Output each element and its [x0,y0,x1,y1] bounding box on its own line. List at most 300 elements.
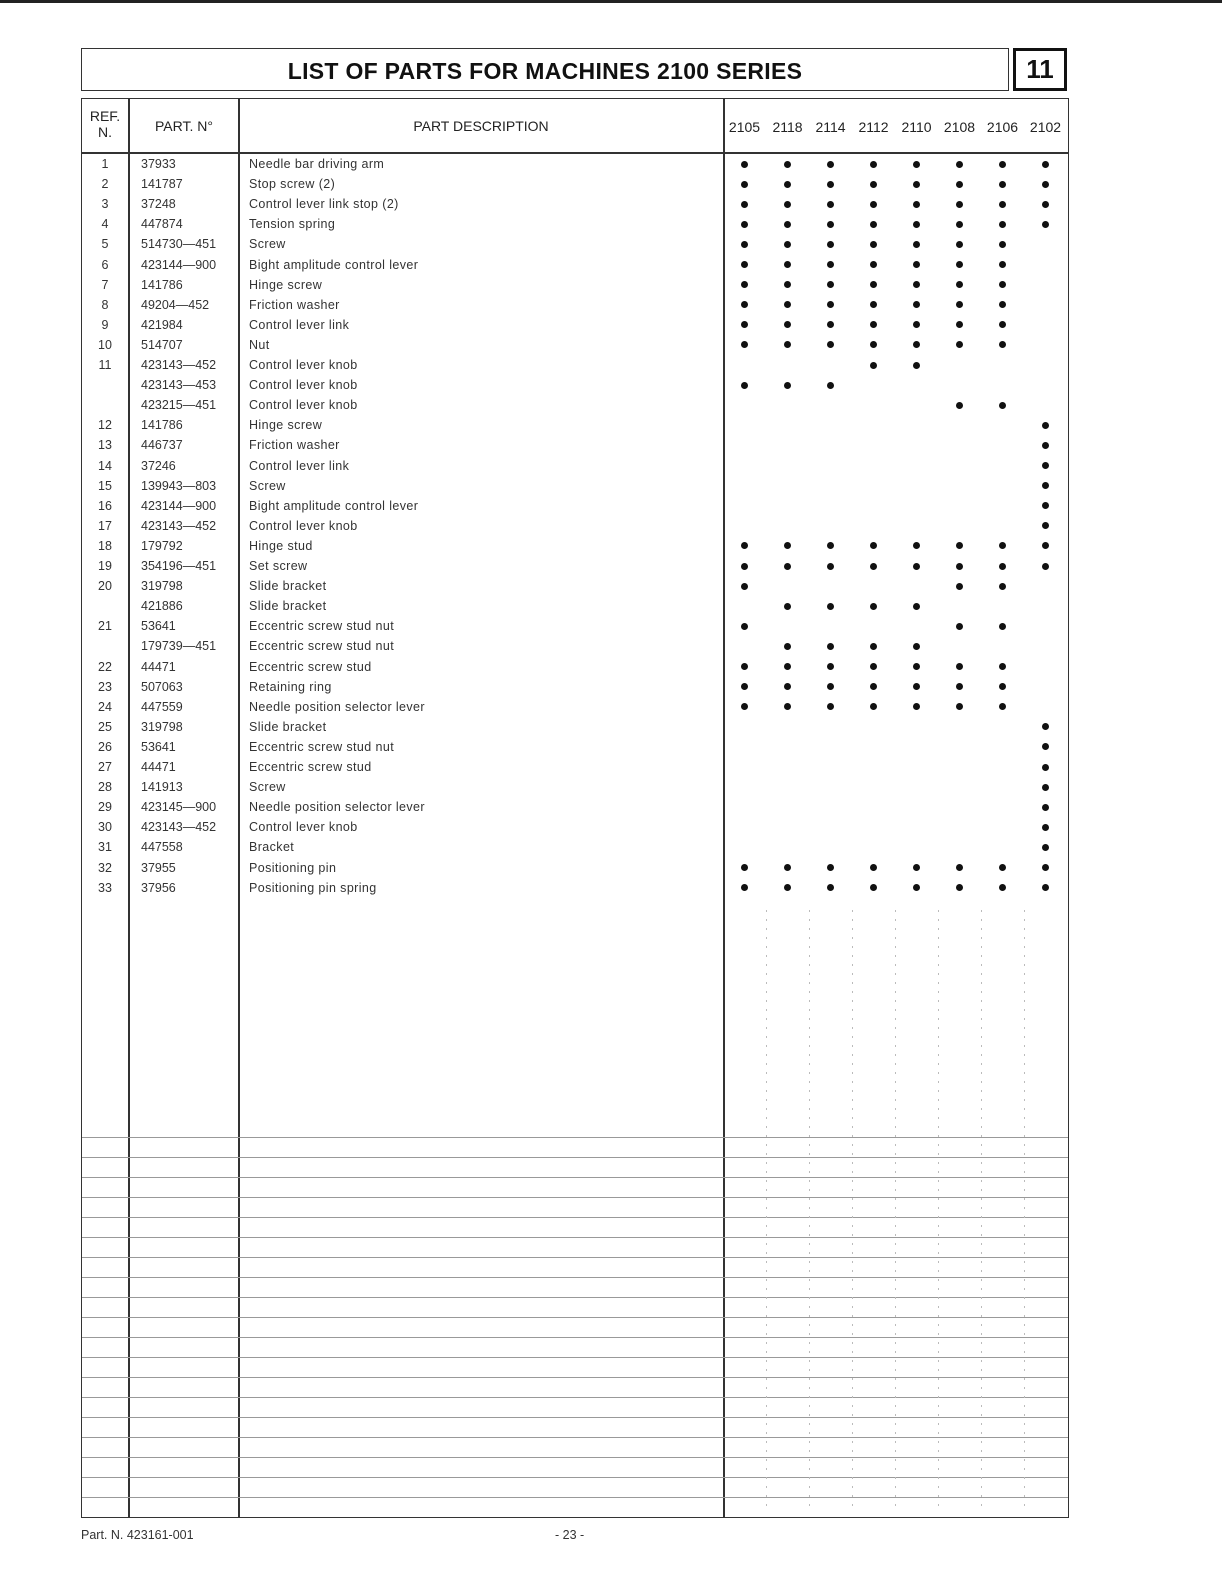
part-description: Tension spring [249,217,336,232]
part-description: Friction washer [249,297,340,312]
applicability-dot [956,281,963,288]
part-number: 514730—451 [141,237,217,252]
ref-number: 28 [98,780,112,795]
part-description: Control lever link [249,317,350,332]
part-description: Screw [249,780,286,795]
col-header-model-2102: 2102 [1029,119,1062,135]
applicability-dot [999,221,1006,228]
part-number: 447874 [141,217,183,232]
applicability-dot [741,181,748,188]
blank-row-rule [82,1137,1068,1138]
part-description: Slide bracket [249,719,327,734]
applicability-dot [741,161,748,168]
part-description: Screw [249,237,286,252]
applicability-dot [956,221,963,228]
part-description: Control lever knob [249,358,358,372]
part-description: Nut [249,337,270,352]
ref-number: 7 [101,277,109,292]
applicability-dot [999,583,1006,590]
part-number: 141786 [141,418,183,433]
part-description: Control lever knob [249,518,358,533]
ref-number: 16 [98,498,112,513]
applicability-dot [1042,563,1049,570]
applicability-dot [913,161,920,168]
applicability-dot [1042,804,1049,811]
part-number: 37248 [141,197,176,212]
applicability-dot [870,643,877,650]
applicability-dot [827,542,834,549]
blank-row-rule [82,1257,1068,1258]
col-header-model-2112: 2112 [858,119,889,135]
title-box [81,48,1009,91]
applicability-dot [870,683,877,690]
applicability-dot [741,261,748,268]
ref-number: 3 [101,197,109,212]
applicability-dot [1042,462,1049,469]
applicability-dot [999,341,1006,348]
ref-number: 19 [98,559,112,573]
applicability-dot [870,221,877,228]
ref-number: 31 [98,840,112,855]
blank-row-rule [82,1437,1068,1438]
applicability-dot [999,201,1006,208]
part-number: 423143—452 [141,518,217,533]
applicability-dot [741,663,748,670]
blank-row-rule [82,1477,1068,1478]
applicability-dot [956,301,963,308]
applicability-dot [784,261,791,268]
part-description: Stop screw (2) [249,177,336,192]
applicability-dot [999,402,1006,409]
blank-row-rule [82,1157,1068,1158]
applicability-dot [1042,824,1049,831]
applicability-dot [956,181,963,188]
applicability-dot [956,884,963,891]
applicability-dot [784,603,791,610]
applicability-dot [1042,181,1049,188]
applicability-dot [1042,221,1049,228]
ref-number: 2 [101,177,109,192]
applicability-dot [956,623,963,630]
applicability-dot [1042,482,1049,489]
applicability-dot [956,703,963,710]
ref-number: 9 [101,317,109,332]
applicability-dot [827,301,834,308]
ref-number [81,395,129,415]
applicability-dot [999,261,1006,268]
applicability-dot [827,261,834,268]
applicability-dot [741,321,748,328]
applicability-dot [1042,784,1049,791]
footer-page: - 23 - [555,1528,585,1542]
applicability-dot [870,563,877,570]
part-description: Hinge stud [249,538,313,553]
part-description: Screw [249,478,286,493]
part-description: Eccentric screw stud nut [249,619,395,634]
applicability-dot [999,703,1006,710]
part-number: 37956 [141,880,176,895]
applicability-dot [956,241,963,248]
part-number: 179739—451 [141,639,217,654]
applicability-dot [827,201,834,208]
applicability-dot [870,864,877,871]
applicability-dot [870,663,877,670]
blank-row-rule [82,1357,1068,1358]
part-description: Hinge screw [249,277,323,292]
applicability-dot [741,301,748,308]
applicability-dot [784,864,791,871]
applicability-dot [913,181,920,188]
part-description: Positioning pin spring [249,880,377,895]
part-number: 37246 [141,458,176,473]
ref-number: 21 [98,619,112,634]
applicability-dot [870,301,877,308]
ref-number: 20 [98,579,112,594]
applicability-dot [956,663,963,670]
part-number: 141787 [141,177,183,192]
blank-row-rule [82,1337,1068,1338]
applicability-dot [913,201,920,208]
part-description: Needle position selector lever [249,800,425,815]
blank-row-rule [82,1197,1068,1198]
applicability-dot [870,362,877,369]
part-number: 53641 [141,619,176,634]
blank-row-rule [82,1237,1068,1238]
part-number: 421984 [141,317,183,332]
applicability-dot [913,603,920,610]
applicability-dot [1042,201,1049,208]
part-number: 141786 [141,277,183,292]
part-number: 319798 [141,719,183,734]
applicability-dot [1042,542,1049,549]
applicability-dot [741,884,748,891]
part-description: Needle bar driving arm [249,157,385,171]
part-description: Retaining ring [249,679,332,694]
part-description: Hinge screw [249,418,323,433]
applicability-dot [741,221,748,228]
blank-row-rule [82,1497,1068,1498]
footer-part-number: Part. N. 423161-001 [81,1528,194,1542]
col-header-model-2110: 2110 [901,119,932,135]
ref-number [81,636,129,656]
applicability-dot [913,563,920,570]
applicability-dot [1042,442,1049,449]
applicability-dot [913,683,920,690]
col-header-model-2114: 2114 [815,119,846,135]
part-number: 447559 [141,699,183,714]
ref-number [81,596,129,616]
applicability-dot [999,281,1006,288]
applicability-dot [913,281,920,288]
applicability-dot [999,683,1006,690]
applicability-dot [827,382,834,389]
applicability-dot [999,321,1006,328]
part-description: Eccentric screw stud nut [249,739,395,754]
applicability-dot [827,683,834,690]
column-guide [809,910,810,1510]
applicability-dot [870,703,877,710]
part-number: 37955 [141,860,176,875]
ref-number: 11 [98,358,112,372]
applicability-dot [827,884,834,891]
part-number: 53641 [141,739,176,754]
applicability-dot [956,563,963,570]
applicability-dot [999,161,1006,168]
applicability-dot [870,542,877,549]
applicability-dot [999,864,1006,871]
part-number: 423143—453 [141,378,217,393]
applicability-dot [1042,522,1049,529]
part-description: Control lever knob [249,378,358,393]
col-header-description: PART DESCRIPTION [413,118,549,134]
applicability-dot [913,542,920,549]
part-number: 49204—452 [141,297,210,312]
applicability-dot [784,563,791,570]
ref-number: 24 [98,699,112,714]
ref-number: 12 [98,418,112,433]
ref-number: 10 [98,337,112,352]
applicability-dot [956,321,963,328]
part-number: 141913 [141,780,183,795]
applicability-dot [741,623,748,630]
part-description: Eccentric screw stud [249,659,372,674]
col-divider-desc [723,98,725,1518]
applicability-dot [784,683,791,690]
part-number: 447558 [141,840,183,855]
blank-row-rule [82,1277,1068,1278]
col-header-model-2118: 2118 [772,119,803,135]
part-number: 319798 [141,579,183,594]
blank-row-rule [82,1217,1068,1218]
column-guide [938,910,939,1510]
part-number: 179792 [141,538,183,553]
applicability-dot [741,583,748,590]
applicability-dot [1042,723,1049,730]
part-number: 44471 [141,760,176,774]
ref-number: 15 [98,478,112,493]
applicability-dot [784,221,791,228]
ref-number: 8 [101,297,109,312]
ref-number: 29 [98,800,112,815]
blank-row-rule [82,1457,1068,1458]
applicability-dot [784,281,791,288]
applicability-dot [913,643,920,650]
applicability-dot [784,161,791,168]
ref-number: 32 [98,860,112,875]
ref-number: 5 [101,237,109,252]
applicability-dot [913,301,920,308]
part-number: 507063 [141,679,183,694]
applicability-dot [913,703,920,710]
applicability-dot [827,703,834,710]
applicability-dot [913,261,920,268]
page-title: LIST OF PARTS FOR MACHINES 2100 SERIES [287,58,803,84]
applicability-dot [999,623,1006,630]
applicability-dot [913,864,920,871]
col-header-model-2106: 2106 [986,119,1019,135]
applicability-dot [999,181,1006,188]
applicability-dot [1042,743,1049,750]
ref-number: 30 [98,820,112,835]
part-number: 423143—452 [141,820,217,835]
blank-row-rule [82,1317,1068,1318]
applicability-dot [827,341,834,348]
applicability-dot [1042,502,1049,509]
part-number: 423144—900 [141,498,217,513]
applicability-dot [956,341,963,348]
ref-number: 22 [98,659,112,674]
ref-number: 13 [98,438,112,453]
part-description: Control lever link stop (2) [249,197,399,212]
applicability-dot [870,341,877,348]
applicability-dot [870,603,877,610]
applicability-dot [827,321,834,328]
part-description: Bracket [249,840,295,855]
applicability-dot [827,161,834,168]
part-description: Set screw [249,559,308,573]
applicability-dot [870,261,877,268]
applicability-dot [827,281,834,288]
ref-number: 1 [101,157,109,171]
applicability-dot [827,603,834,610]
applicability-dot [1042,844,1049,851]
applicability-dot [870,321,877,328]
top-rule [0,0,1222,3]
column-guide [766,910,767,1510]
applicability-dot [784,201,791,208]
header-rule [81,152,1069,154]
applicability-dot [784,884,791,891]
applicability-dot [913,663,920,670]
part-description: Bight amplitude control lever [249,498,419,513]
applicability-dot [956,583,963,590]
applicability-dot [999,563,1006,570]
col-divider-part [238,98,240,1518]
ref-number: 27 [98,760,112,774]
part-number: 37933 [141,157,176,171]
part-number: 354196—451 [141,559,217,573]
part-number: 423145—900 [141,800,217,815]
applicability-dot [956,542,963,549]
ref-number: 23 [98,679,112,694]
part-description: Bight amplitude control lever [249,257,419,272]
applicability-dot [741,563,748,570]
applicability-dot [741,542,748,549]
part-number: 423143—452 [141,358,217,372]
applicability-dot [913,221,920,228]
column-guide [1024,910,1025,1510]
part-number: 44471 [141,659,176,674]
applicability-dot [870,201,877,208]
applicability-dot [999,884,1006,891]
ref-number: 33 [98,880,112,895]
applicability-dot [741,683,748,690]
ref-number: 14 [98,458,112,473]
col-header-part: PART. N° [155,118,213,134]
applicability-dot [1042,161,1049,168]
applicability-dot [784,321,791,328]
applicability-dot [913,884,920,891]
part-description: Control lever link [249,458,350,473]
applicability-dot [956,201,963,208]
part-number: 423144—900 [141,257,217,272]
applicability-dot [999,241,1006,248]
col-header-model-2105: 2105 [728,119,761,135]
applicability-dot [1042,884,1049,891]
applicability-dot [870,181,877,188]
applicability-dot [827,221,834,228]
ref-number: 6 [101,257,109,272]
applicability-dot [827,864,834,871]
part-description: Needle position selector lever [249,699,425,714]
ref-number: 4 [101,217,109,232]
applicability-dot [956,161,963,168]
applicability-dot [784,341,791,348]
applicability-dot [784,643,791,650]
ref-number: 25 [98,719,112,734]
applicability-dot [913,321,920,328]
applicability-dot [741,201,748,208]
applicability-dot [999,301,1006,308]
part-description: Eccentric screw stud [249,760,372,774]
part-description: Friction washer [249,438,340,453]
blank-row-rule [82,1417,1068,1418]
applicability-dot [1042,764,1049,771]
applicability-dot [784,301,791,308]
applicability-dot [827,663,834,670]
applicability-dot [956,261,963,268]
parts-table [81,98,1069,1518]
applicability-dot [827,181,834,188]
col-header-ref: REF. N. [89,108,121,140]
applicability-dot [784,382,791,389]
part-description: Slide bracket [249,579,327,594]
applicability-dot [870,884,877,891]
applicability-dot [999,542,1006,549]
applicability-dot [784,703,791,710]
applicability-dot [827,643,834,650]
applicability-dot [1042,864,1049,871]
applicability-dot [913,362,920,369]
applicability-dot [956,683,963,690]
applicability-dot [741,281,748,288]
applicability-dot [827,241,834,248]
applicability-dot [741,864,748,871]
applicability-dot [741,382,748,389]
applicability-dot [999,663,1006,670]
applicability-dot [870,281,877,288]
part-description: Control lever knob [249,820,358,835]
part-number: 423215—451 [141,398,217,413]
ref-number: 26 [98,739,112,754]
part-number: 514707 [141,337,183,352]
applicability-dot [913,241,920,248]
part-number: 446737 [141,438,183,453]
ref-number: 18 [98,538,112,553]
applicability-dot [784,542,791,549]
applicability-dot [870,241,877,248]
applicability-dot [741,241,748,248]
ref-number [81,375,129,395]
applicability-dot [1042,422,1049,429]
applicability-dot [741,703,748,710]
section-number-badge: 11 [1013,48,1067,91]
applicability-dot [784,181,791,188]
part-number: 421886 [141,599,183,614]
applicability-dot [827,563,834,570]
column-guide [895,910,896,1510]
blank-row-rule [82,1177,1068,1178]
